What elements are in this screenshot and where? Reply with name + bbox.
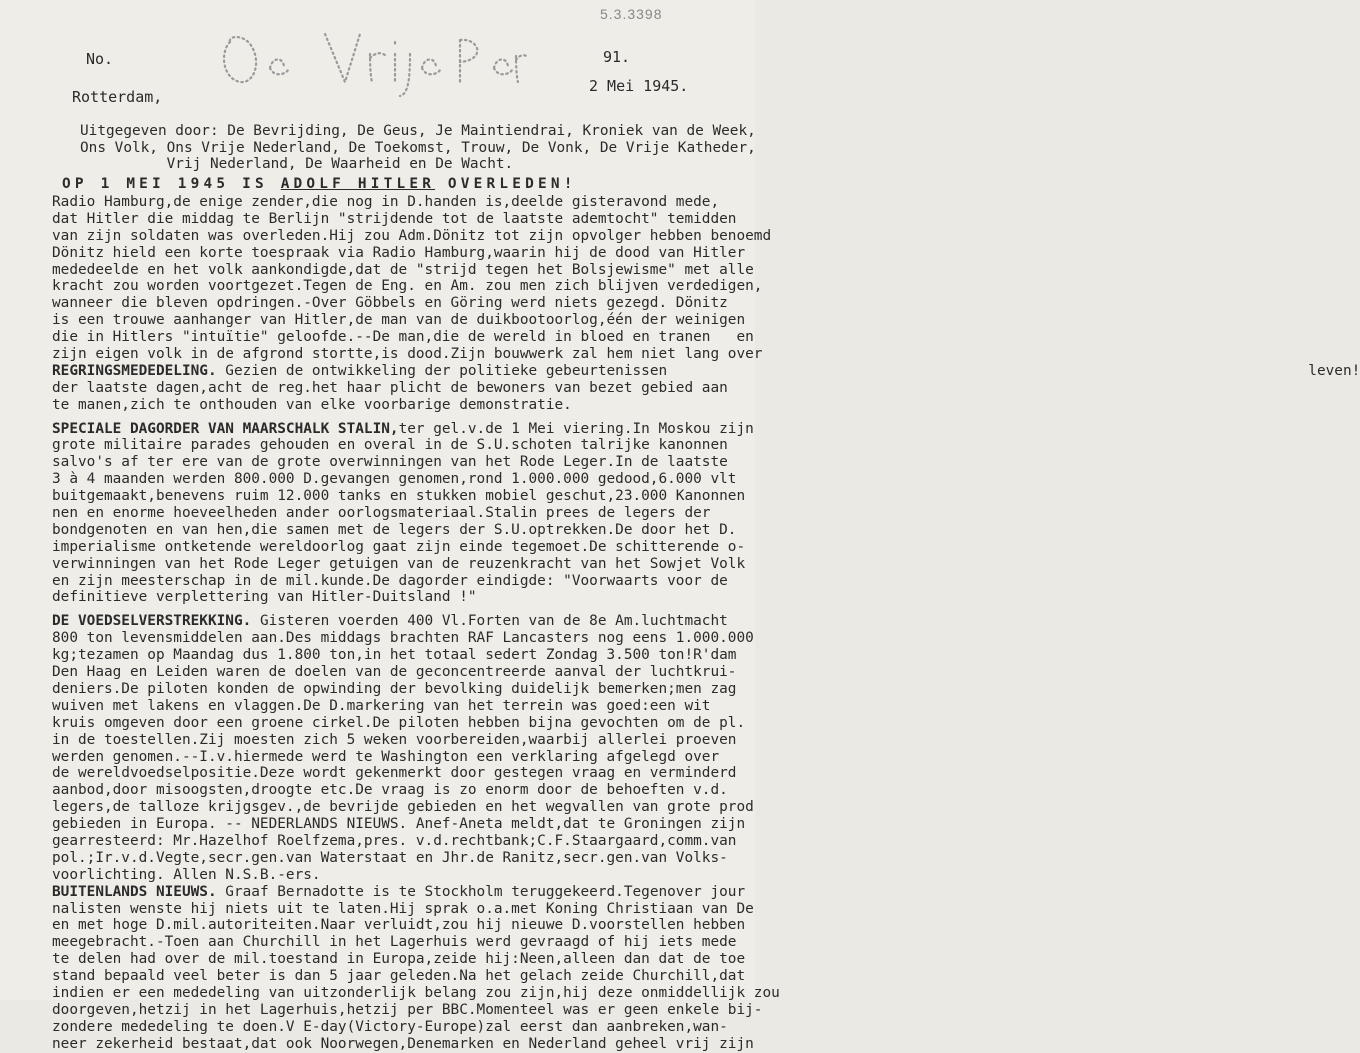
text-line: stand bepaald veel beter is dan 5 jaar geleden.Na het gelach zeide Churchill,dat	[52, 968, 746, 985]
headline-suffix: OVERLEDEN!	[435, 176, 577, 192]
text-line	[52, 613, 752, 630]
text-line: wanneer die bleven opdringen.-Over Göbbels en Göring werd niets gezegd. Dönitz	[52, 295, 728, 312]
issue-number-label: No.	[86, 50, 114, 68]
voedsel-article	[52, 613, 752, 883]
hitler-article	[52, 194, 772, 363]
text-line: nen en enorme hoeveelheden ander oorlogsmateriaal.Stalin prees de legers der	[52, 505, 711, 522]
headline-prefix: OP 1 MEI 1945 IS	[62, 176, 281, 192]
text-line: dat Hitler die middag te Berlijn "strijdende tot de laatste ademtocht" temidden	[52, 210, 737, 227]
publishers-line: Ons Volk, Ons Vrije Nederland, De Toekomst, Trouw, De Vonk, De Vrije Katheder,	[80, 139, 756, 156]
text-line: Den Haag en Leiden waren de doelen van de geconcentreerde aanval der luchtkrui-	[52, 664, 737, 681]
text-line: 800 ton levensmiddelen aan.Des middags brachten RAF Lancasters nog eens 1.000.000	[52, 630, 754, 647]
text-line: Radio Hamburg,de enige zender,die nog in D.handen is,deelde gisteravond mede,	[52, 194, 720, 210]
text-line: werden genomen.--I.v.hiermede werd te Washington een verklaring afgelegd over	[52, 748, 720, 765]
text-line: verwinningen van het Rode Leger getuigen van de reuzenkracht van het Sowjet Volk	[52, 555, 746, 572]
text-line: definitieve verplettering van Hitler-Duitsland !"	[52, 589, 477, 606]
text-run: ter gel.v.de 1 Mei viering.In Moskou zijn	[398, 420, 754, 437]
text-run: Gisteren voerden 400 Vl.Forten van de 8e Am.luchtmacht	[251, 613, 728, 630]
text-line: 3 à 4 maanden werden 800.000 D.gevangen genomen,rond 1.000.000 gedood,6.000 vlt	[52, 471, 737, 488]
text-line: wuiven met lakens en vlaggen.De D.markering van het terrein was goed:een wit	[52, 697, 711, 714]
stalin-article	[52, 421, 752, 607]
text-line: de wereldvoedselpositie.Deze wordt gekenmerkt door gestegen vraag en verminderd	[52, 765, 737, 782]
text-line: Dönitz hield een korte toespraak via Radio Hamburg,waarin hij de dood van Hitler	[52, 244, 746, 261]
section-heading: BUITENLANDS NIEUWS.	[52, 883, 217, 900]
publishers-line: Vrij Nederland, De Waarheid en De Wacht.	[80, 156, 514, 172]
text-line: gebieden in Europa. -- NEDERLANDS NIEUWS. Anef-Aneta meldt,dat te Groningen zijn	[52, 816, 746, 833]
publishers-list	[80, 123, 756, 173]
text-line: is een trouwe aanhanger van Hitler,de man van de duikbootoorlog,één der weinigen	[52, 312, 746, 329]
text-line: doorgeven,hetzij in het Lagerhuis,hetzij per BBC.Momenteel was er geen enkele bij-	[52, 1001, 763, 1018]
article-body	[52, 176, 1360, 1053]
section-heading: SPECIALE DAGORDER VAN MAARSCHALK STALIN,	[52, 420, 399, 437]
issue-date: 2 Mei 1945.	[589, 77, 689, 95]
text-line: pol.;Ir.v.d.Vegte,secr.gen.van Waterstaat en Jhr.de Ranitz,secr.gen.van Volks-	[52, 849, 728, 866]
text-line: in de toestellen.Zij moesten zich 5 weken voorbereiden,waarbij allerlei proeven	[52, 731, 737, 748]
text-line: buitgemaakt,benevens ruim 12.000 tanks en stukken mobiel geschut,23.000 Kanonnen	[52, 488, 746, 505]
text-run: Graaf Bernadotte is te Stockholm teruggekeerd.Tegenover jour	[216, 883, 746, 900]
text-line: grote militaire parades gehouden en overal in de S.U.schoten talrijke kanonnen	[52, 437, 728, 454]
headline	[62, 176, 752, 194]
text-line: kracht zou worden voortgezet.Tegen de Eng. en Am. zou men zich blijven verdedigen,	[52, 278, 763, 295]
text-line: aanbod,door misoogsten,droogte etc.De vraag is zo enorm door de behoeften v.d.	[52, 782, 728, 799]
text-line: der laatste dagen,acht de reg.het haar plicht de bewoners van bezet gebied aan	[52, 379, 728, 396]
text-line	[52, 884, 752, 901]
section-heading: REGRINGSMEDEDELING.	[52, 362, 217, 379]
text-line	[52, 362, 1360, 380]
text-line: kg;tezamen op Maandag dus 1.800 ton,in het totaal sedert Zondag 3.500 ton!R'dam	[52, 647, 737, 664]
text-line: legers,de talloze krijgsgev.,de bevrijde gebieden en het wegvallen van grote prod	[52, 799, 754, 816]
masthead-logo	[210, 20, 530, 100]
text-line: van zijn soldaten was overleden.Hij zou Adm.Dönitz tot zijn opvolger hebben benoemd	[52, 227, 772, 244]
text-line: zondere mededeling te doen.V E-day(Victory-Europe)zal eerst dan aanbreken,wan-	[52, 1018, 728, 1035]
headline-name: ADOLF HITLER	[280, 176, 436, 192]
text-line: en zijn meesterschap in de mil.kunde.De dagorder eindigde: "Voorwaarts voor de	[52, 572, 728, 589]
text-run: Gezien de ontwikkeling der politieke gebeurtenissen	[216, 362, 668, 379]
text-line: mededeelde en het volk aankondigde,dat de "strijd tegen het Bolsjewisme" met alle	[52, 261, 754, 278]
text-line: salvo's af ter ere van de grote overwinningen van het Rode Leger.In de laatste	[52, 454, 728, 471]
issue-number: 91.	[603, 48, 631, 66]
text-line: gearresteerd: Mr.Hazelhof Roelfzema,pres. v.d.rechtbank;C.F.Staargaard,comm.van	[52, 832, 737, 849]
text-line: voorlichting. Allen N.S.B.-ers.	[52, 866, 321, 883]
archive-pencil-mark: 5.3.3398	[600, 6, 663, 22]
section-heading: DE VOEDSELVERSTREKKING.	[52, 613, 252, 630]
publishers-line: Uitgegeven door: De Bevrijding, De Geus, Je Maintiendrai, Kroniek van de Week,	[80, 123, 756, 139]
text-line: bondgenoten en van hen,die samen met de legers der S.U.optrekken.De door het D.	[52, 521, 737, 538]
text-run: leven!	[667, 362, 1360, 379]
text-line: indien er een mededeling van uitzonderlijk belang zou zijn,hij deze onmiddellijk zou	[52, 984, 780, 1001]
text-line: die in Hitlers "intuïtie" geloofde.--De man,die de wereld in bloed en tranen en	[52, 329, 754, 346]
text-line: te manen,zich te onthouden van elke voorbarige demonstratie.	[52, 396, 572, 413]
buitenland-article	[52, 883, 780, 1053]
text-line: neer zekerheid bestaat,dat ook Noorwegen,Denemarken en Nederland geheel vrij zijn	[52, 1035, 754, 1052]
text-line: nalisten wenste hij niets uit te laten.Hij sprak o.a.met Koning Christiaan van De	[52, 900, 754, 917]
place-label: Rotterdam,	[72, 88, 163, 106]
regering-article	[52, 362, 1360, 414]
text-line: deniers.De piloten konden de opwinding der bevolking duidelijk bemerken;men zag	[52, 680, 737, 697]
text-line: imperialisme ontketende wereldoorlog gaat zijn einde tegemoet.De schitterende o-	[52, 538, 746, 555]
text-line: te delen had over de mil.toestand in Europa,zeide hij:Neen,alleen dan dat de toe	[52, 951, 746, 968]
text-line: en met hoge D.mil.autoriteiten.Naar verluidt,zou hij nieuwe D.voorstellen hebben	[52, 917, 746, 934]
text-line: zijn eigen volk in de afgrond stortte,is dood.Zijn bouwwerk zal hem niet lang over	[52, 346, 763, 363]
text-line: kruis omgeven door een groene cirkel.De piloten hebben bijna gevochten om de pl.	[52, 714, 746, 731]
text-line: meegebracht.-Toen aan Churchill in het Lagerhuis werd gevraagd of hij iets mede	[52, 934, 737, 951]
text-line	[52, 421, 752, 438]
